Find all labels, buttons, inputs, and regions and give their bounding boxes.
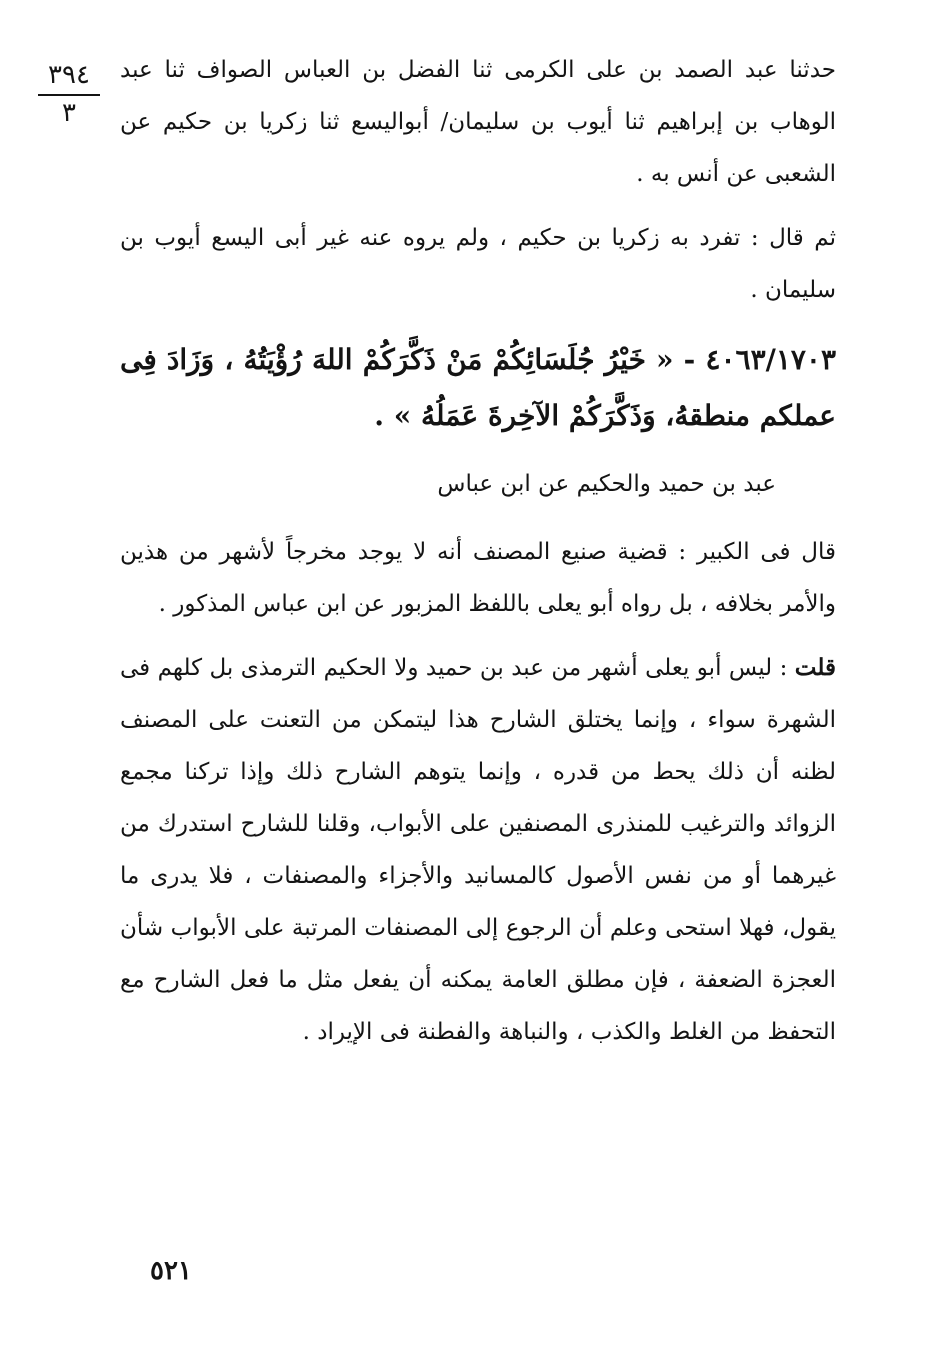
- page-number: ٥٢١: [150, 1256, 192, 1286]
- paragraph-kabir-quote: قال فى الكبير : قضية صنيع المصنف أنه لا يوجد مخرجاً لأشهر من هذين والأمر بخلافه ، بل رواه أبو يعلى باللفظ المزبور عن ابن عباس المذكور .: [120, 539, 836, 617]
- margin-reference: [38, 58, 100, 130]
- main-text-column: [120, 44, 836, 1070]
- paragraph-isnad: حدثنا عبد الصمد بن على الكرمى ثنا الفضل بن العباس الصواف ثنا عبد الوهاب بن إبراهيم ثنا أيوب بن سليمان/ أبواليسع ثنا زكريا بن حكيم عن الشعبى عن أنس به .: [120, 57, 836, 187]
- paragraph-hadith: ٤٠٦٣/١٧٠٣ - « خَيْرُ جُلَسَائِكُمْ مَنْ ذَكَّرَكُمْ اللهَ رُؤْيَتُهُ ، وَزَادَ فِى عملكم منطقهُ، وَذَكَّرَكُمْ الآخِرةَ عَمَلُهُ » .: [120, 343, 836, 432]
- margin-reference-divider: [38, 94, 100, 96]
- paragraph-comment: ثم قال : تفرد به زكريا بن حكيم ، ولم يروه عنه غير أبى اليسع أيوب بن سليمان .: [120, 225, 836, 303]
- paragraph-response-lead: قلت: [794, 654, 836, 681]
- margin-reference-page: ٣: [62, 98, 76, 128]
- margin-reference-volume: ٣٩٤: [48, 60, 90, 90]
- paragraph-response-body: : ليس أبو يعلى أشهر من عبد بن حميد ولا الحكيم الترمذى بل كلهم فى الشهرة سواء ، وإنما يختلق الشارح هذا ليتمكن من التعنت على المصنف لظنه أن ذلك يحط من قدره ، وإنما يتوهم الشارح ذلك وإذا تركنا مجمع الزوائد والترغيب للمنذرى المصنفين على الأبواب، وقلنا للشارح استدرك من غيرهما أو من نفس الأصول كالمسانيد والأجزاء والمصنفات ، فلا يدرى ما يقول، فهلا استحى وعلم أن الرجوع إلى المصنفات المرتبة على الأبواب شأن العجزة الضعفة ، فإن مطلق العامة يمكنه أن يفعل مثل ما فعل الشارح مع التحفظ من الغلط والكذب ، والنباهة والفطنة فى الإيراد .: [120, 655, 836, 1045]
- paragraph-source: عبد بن حميد والحكيم عن ابن عباس: [437, 471, 776, 497]
- paragraph-response: [120, 642, 836, 1058]
